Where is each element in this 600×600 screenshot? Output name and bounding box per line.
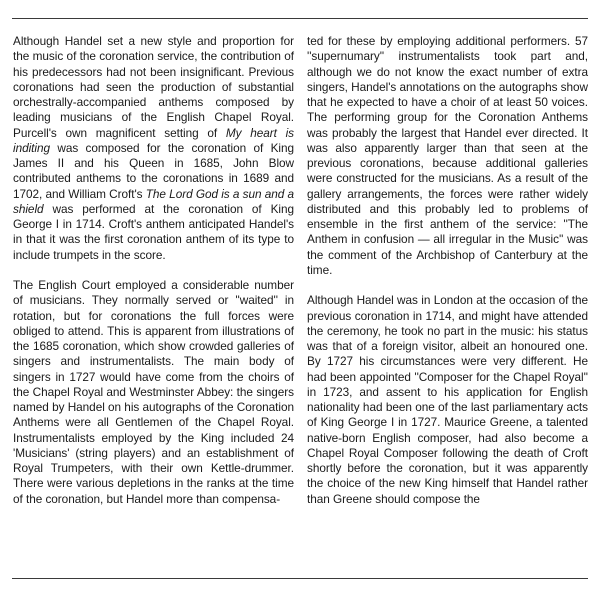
text-run: The English Court employed a considerable number of musicians. They normally served or ''waited'' in rotation, but for coronations the full forces were obliged to attend. This is apparent from illustrations of the 1685 coronation, which show crowded galleries of singers and instrumentalists. The main body of singers in 1727 would have come from the choirs of the Chapel Royal and Westminster Abbey: the singers named by Handel on his autographs of the Coronation Anthems were all Gentlemen of the Chapel Royal. Instrumentalists employed by the King included 24 'Musicians' (string players) and an establishment of Royal Trumpeters, with their own Kettle-drummer. There were various depletions in the ranks at the time of the coronation, but Handel more than compensa- — [13, 278, 294, 506]
paragraph-performers — [307, 34, 588, 278]
work-title: My heart is inditing — [13, 125, 295, 155]
text-run: was performed at the coronation of King George I in 1714. Croft's anthem anticipated Handel's in that it was the first coronation anthem of its type to include trumpets in the score. — [13, 201, 294, 262]
left-column — [13, 34, 294, 507]
paragraph-predecessors — [13, 34, 294, 263]
text-run: Although Handel set a new style and proportion for the music of the coronation service, the contribution of his predecessors had not been insignificant. Previous coronations had seen the production of substantial orchestrally-accompanied anthems composed by leading musicians of the English Chapel Royal. Purcell's own magnificent setting of — [13, 34, 294, 140]
bottom-rule — [12, 578, 588, 579]
right-column — [307, 34, 588, 507]
text-run: Although Handel was in London at the occasion of the previous coronation in 1714, and might have attended the ceremony, he took no part in the music: his status was that of a foreign visitor, albeit an honoured one. By 1727 his circumstances were very different. He had been appointed ''Composer for the Chapel Royal'' in 1723, and assent to his application for English nationality had been one of the last parliamentary acts of King George I in 1727. Maurice Greene, a talented native-born English composer, had also become a Chapel Royal Composer following the death of Croft shortly before the coronation, but it was apparently the choice of the new King himself that Handel rather than Greene should compose the — [307, 293, 588, 506]
text-run: ted for these by employing additional performers. 57 ''supernumary'' instrumentalists took part and, although we do not know the exact number of extra singers, Handel's annotations on the autographs show that he expected to have a choir of at least 50 voices. The performing group for the Coronation Anthems was probably the largest that Handel ever directed. It was also apparently larger than that seen at the previous coronations, because additional galleries were constructed for the musicians. As a result of the gallery arrangements, the forces were rather widely distributed and this probably led to problems of ensemble in the first anthem of the service: ''The Anthem in confusion — all irregular in the Music'' was the comment of the Archbishop of Canterbury at the time. — [307, 34, 588, 277]
paragraph-handel-status — [307, 293, 588, 507]
work-title: The Lord God is a sun and a shield — [13, 186, 294, 216]
text-run: was composed for the coronation of King James II and his Queen in 1685, John Blow contributed anthems to the coronations in 1689 and 1702, and William Croft's — [13, 140, 294, 201]
paragraph-english-court — [13, 278, 294, 507]
top-rule — [12, 18, 588, 19]
